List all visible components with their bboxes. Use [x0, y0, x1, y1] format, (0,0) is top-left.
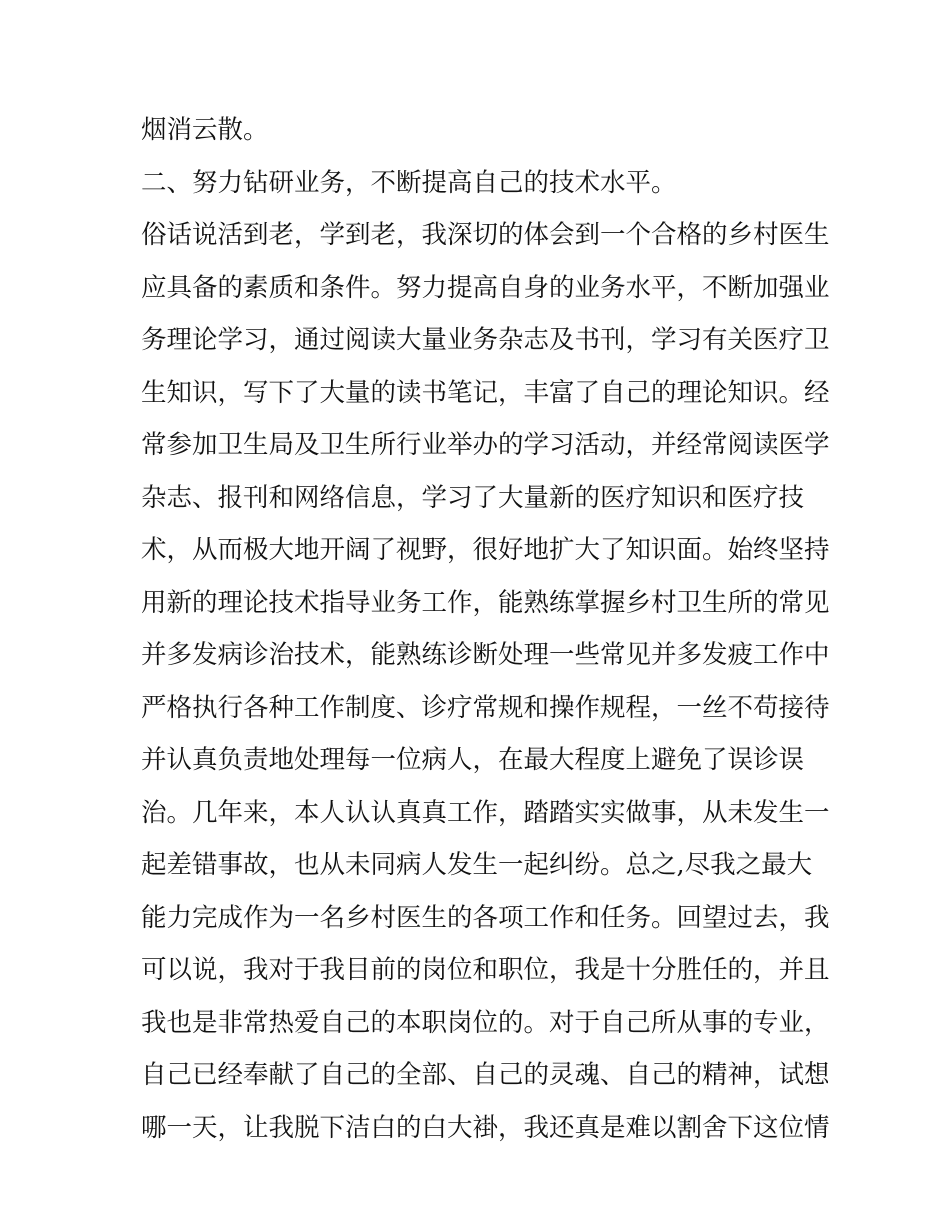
text-line: 我也是非常热爱自己的本职岗位的。对于自己所从事的专业，: [141, 1007, 830, 1038]
text-line: 杂志、报刊和网络信息，学习了大量新的医疗知识和医疗技: [141, 482, 805, 513]
text-line: 务理论学习，通过阅读大量业务杂志及书刊，学习有关医疗卫: [141, 325, 830, 355]
text-line: 可以说，我对于我目前的岗位和职位，我是十分胜任的，并且: [141, 955, 830, 985]
text-line: 严格执行各种工作制度、诊疗常规和操作规程，一丝不苟接待: [141, 692, 830, 723]
text-line: 哪一天，让我脱下洁白的白大褂，我还真是难以割舍下这位情: [141, 1112, 830, 1143]
text-line: 起差错事故，也从未同病人发生一起纠纷。总之,尽我之最大: [141, 850, 813, 880]
body-text: [141, 104, 830, 1154]
text-line: 俗话说活到老，学到老，我深切的体会到一个合格的乡村医生: [141, 220, 830, 250]
text-line: 治。几年来，本人认认真真工作，踏踏实实做事，从未发生一: [141, 797, 830, 828]
text-line-continuation: 烟消云散。: [141, 115, 269, 145]
text-line: 并认真负责地处理每一位病人，在最大程度上避免了误诊误: [141, 745, 805, 775]
text-line: 用新的理论技术指导业务工作，能熟练掌握乡村卫生所的常见: [141, 587, 830, 618]
text-line: 应具备的素质和条件。努力提高自身的业务水平，不断加强业: [141, 272, 830, 303]
text-line: 能力完成作为一名乡村医生的各项工作和任务。回望过去，我: [141, 902, 830, 933]
text-line: 并多发病诊治技术，能熟练诊断处理一些常见并多发疲工作中: [141, 640, 830, 670]
text-line: 生知识，写下了大量的读书笔记，丰富了自己的理论知识。经: [141, 377, 830, 408]
text-line: 常参加卫生局及卫生所行业举办的学习活动，并经常阅读医学: [141, 430, 830, 460]
section-heading: 二、努力钻研业务，不断提高自己的技术水平。: [141, 167, 677, 198]
text-line: 自己已经奉献了自己的全部、自己的灵魂、自己的精神，试想: [141, 1060, 830, 1090]
text-line: 术，从而极大地开阔了视野，很好地扩大了知识面。始终坚持: [141, 535, 830, 565]
